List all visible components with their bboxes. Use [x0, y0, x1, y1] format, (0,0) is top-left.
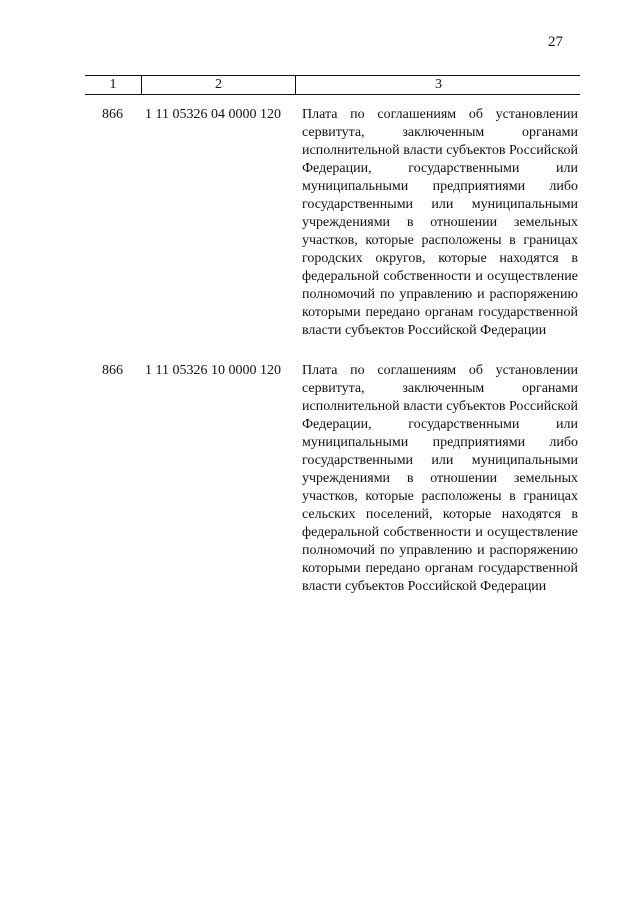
admin-code-cell: 866 [102, 107, 123, 122]
revenue-name-cell: Плата по соглашениям об установлении сервитута, заключенным органами исполнительной власти субъектов Российской Федерации, государственными или муниципальными предприятиями либо государственными или муниципальными учреждениями в отношении земельных участков, которые расположены в границах сельских поселений, которые находятся в федеральной собственности и осуществление полномочий по управлению и распоряжению которыми передано органам государственной власти субъектов Российской Федерации [302, 363, 578, 594]
column-header-3: 3 [295, 76, 581, 94]
kbk-code-cell: 1 11 05326 10 0000 120 [145, 363, 281, 378]
revenue-name-cell: Плата по соглашениям об установлении сервитута, заключенным органами исполнительной власти субъектов Российской Федерации, государственными или муниципальными предприятиями либо государственными или муниципальными учреждениями в отношении земельных участков, которые расположены в границах городских округов, которые находятся в федеральной собственности и осуществление полномочий по управлению и распоряжению которыми передано органам государственной власти субъектов Российской Федерации [302, 107, 578, 338]
column-header-2: 2 [141, 76, 295, 94]
kbk-code-cell: 1 11 05326 04 0000 120 [145, 107, 281, 122]
table-header [85, 75, 580, 95]
page-number: 27 [548, 34, 563, 50]
admin-code-cell: 866 [102, 363, 123, 378]
column-header-1: 1 [109, 77, 117, 92]
